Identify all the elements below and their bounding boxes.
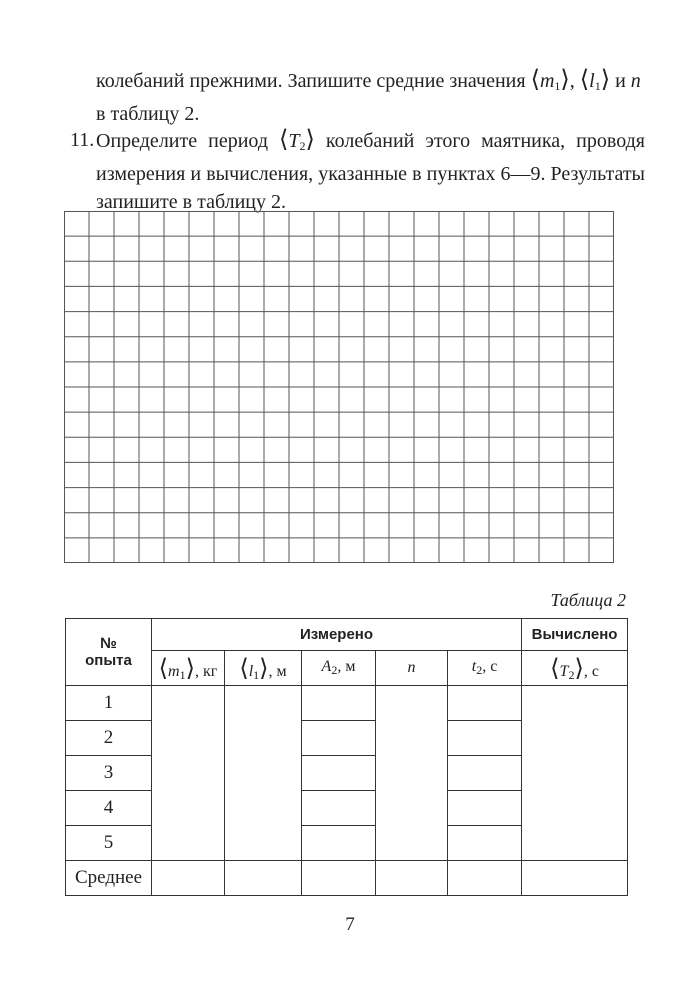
text: колебаний этого маятника, проводя измерения и вычисления, указанные в пунктах 6—9. Результаты запишите в таблицу 2. bbox=[96, 130, 645, 213]
angle-bracket: ⟨ bbox=[279, 127, 289, 153]
header-measured: Измерено bbox=[152, 619, 522, 651]
row-label: 4 bbox=[66, 791, 152, 826]
page-number: 7 bbox=[345, 914, 355, 935]
cell-amplitude-average bbox=[302, 861, 376, 896]
var-m: m bbox=[539, 70, 555, 92]
header-length: $⟨l_1⟩$, м bbox=[225, 651, 302, 686]
header-period: $⟨T_2⟩$, с bbox=[522, 651, 628, 686]
var-T: T bbox=[288, 130, 300, 152]
cell-period-merged bbox=[522, 686, 628, 861]
row-label-average: Среднее bbox=[66, 861, 152, 896]
cell-mass-average bbox=[152, 861, 225, 896]
cell-time bbox=[448, 791, 522, 826]
table-caption: Таблица 2 bbox=[550, 590, 626, 610]
cell-time bbox=[448, 721, 522, 756]
cell-amplitude bbox=[302, 826, 376, 861]
data-table bbox=[65, 618, 628, 896]
paragraph-item-11 bbox=[70, 126, 645, 216]
angle-bracket: ⟨ bbox=[579, 67, 590, 93]
text: колебаний прежними. Запишите средние значения bbox=[96, 70, 531, 92]
text: в таблицу 2. bbox=[96, 103, 200, 125]
item-number: 11. bbox=[70, 129, 95, 151]
angle-bracket: ⟩ bbox=[560, 67, 570, 93]
row-label: 3 bbox=[66, 756, 152, 791]
var-l: l bbox=[589, 70, 595, 92]
row-label: 1 bbox=[66, 686, 152, 721]
text: Определите период bbox=[96, 130, 280, 152]
item-text bbox=[96, 126, 645, 216]
cell-period-average bbox=[522, 861, 628, 896]
angle-bracket: ⟩ bbox=[600, 67, 611, 93]
cell-length-merged bbox=[225, 686, 302, 861]
header-mass: $⟨m_1⟩$, кг bbox=[152, 651, 225, 686]
header-experiment-no: № опыта bbox=[66, 619, 152, 686]
angle-bracket: ⟩ bbox=[305, 127, 315, 153]
cell-time bbox=[448, 826, 522, 861]
cell-amplitude bbox=[302, 756, 376, 791]
cell-amplitude bbox=[302, 686, 376, 721]
header-time: $t_2$, с bbox=[448, 651, 522, 686]
header-n: n bbox=[376, 651, 448, 686]
text: и bbox=[610, 70, 631, 92]
angle-bracket: ⟨ bbox=[530, 67, 540, 93]
subscript: 1 bbox=[554, 79, 561, 93]
cell-time-average bbox=[448, 861, 522, 896]
cell-length-average bbox=[225, 861, 302, 896]
cell-time bbox=[448, 686, 522, 721]
header-computed: Вычислено bbox=[522, 619, 628, 651]
cell-n-merged bbox=[376, 686, 448, 861]
row-label: 5 bbox=[66, 826, 152, 861]
row-label: 2 bbox=[66, 721, 152, 756]
graph-paper-grid bbox=[64, 211, 614, 563]
header-amplitude: $A_2$, м bbox=[302, 651, 376, 686]
cell-amplitude bbox=[302, 791, 376, 826]
paragraph-continuation: колебаний прежними. Запишите средние значения $⟨m_1⟩$, $⟨l_1⟩$ и n в таблицу 2. bbox=[96, 67, 641, 125]
var-n: n bbox=[630, 70, 641, 92]
subscript: 1 bbox=[594, 79, 601, 93]
cell-n-average bbox=[376, 861, 448, 896]
cell-amplitude bbox=[302, 721, 376, 756]
cell-mass-merged bbox=[152, 686, 225, 861]
cell-time bbox=[448, 756, 522, 791]
subscript: 2 bbox=[299, 139, 306, 153]
